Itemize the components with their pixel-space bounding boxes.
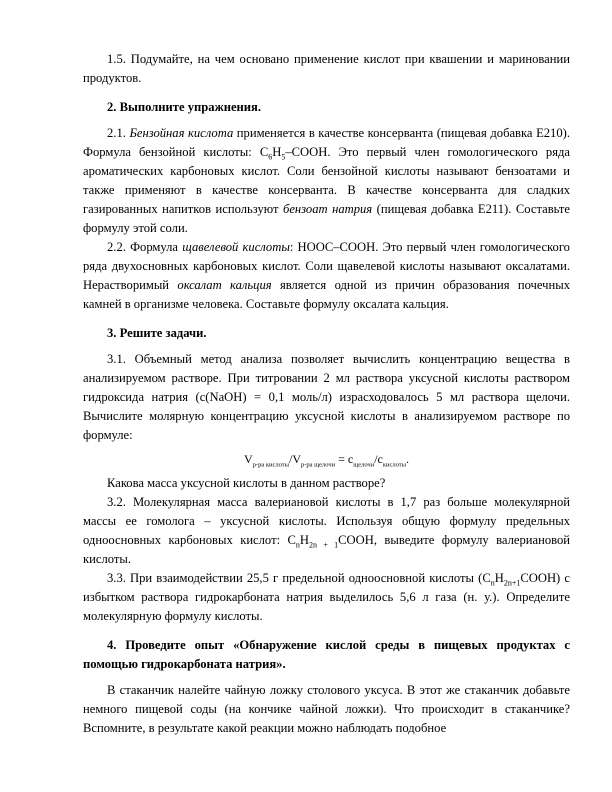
task-3-3-text: COOH) с избытком раствора гидрокарбоната натрия выделилось 5,6 л газа (н. у.). Определите молекулярную формулу кислоты. <box>83 571 570 623</box>
exercise-2-2-number: 2.2. <box>107 240 126 254</box>
task-3-3-text: H <box>494 571 504 585</box>
oxalic-acid-term: щавелевой кислоты <box>182 240 290 254</box>
exercise-2-2-text: : HOOC–COOH. Это первый член гомологического ряда двухосновных карбоновых кислот. Соли щавелевой кислоты называют оксалатами. Нерастворимый <box>83 240 570 292</box>
subscript: 5 <box>281 152 286 162</box>
section-1-5: 1.5. Подумайте, на чем основано применение кислот при квашении и мариновании продуктов. <box>83 52 570 85</box>
task-3-1: 3.1. Объемный метод анализа позволяет вычислить концентрацию вещества в анализируемом растворе. При титровании 2 мл раствора уксусной кислоты раствором гидроксида натрия (c(NaOH) = 0,1 моль/л) израсходовалось 5 мл раствора щелочи. Вычислите молярную концентрацию уксусной кислоты в анализируемом растворе по формуле: <box>83 352 570 442</box>
subscript: n <box>490 578 495 588</box>
exercise-2-2-text: является одной из причин образования почечных камней в организме человека. Составьте формулу оксалата кальция. <box>83 278 570 311</box>
heading-tasks: 3. Решите задачи. <box>107 326 207 340</box>
calcium-oxalate-term: оксалат кальция <box>177 278 272 292</box>
exercise-2-2-text: Формула <box>125 240 183 254</box>
exercise-2-1-text: –COOH. Это первый член гомологического ряда ароматических карбоновых кислот. Соли бензойной кислоты называют бензоатами и также применяют в качестве консерванта. В качестве консерванта для сладких газированных напитков используют <box>83 145 570 216</box>
subscript: 2n + 1 <box>309 540 339 550</box>
subscript: щелочи <box>353 461 375 469</box>
subscript: кислоты <box>382 461 406 469</box>
titration-formula <box>83 450 570 469</box>
subscript: 6 <box>268 152 273 162</box>
document-content <box>83 50 570 738</box>
exercise-2-2 <box>83 238 570 314</box>
formula-part: . <box>406 452 409 466</box>
task-3-2-text: H <box>299 533 310 547</box>
subscript: 2n+1 <box>503 578 521 588</box>
task-3-2 <box>83 493 570 569</box>
benzoic-acid-term: Бензойная кислота <box>129 126 234 140</box>
exercise-2-1-text: H <box>272 145 282 159</box>
task-3-2-text: 3.2. Молекулярная масса валериановой кислоты в 1,7 раз больше молекулярной массы ее гомолога – уксусной кислоты. Используя общую формулу предельных одноосновных карбоновых кислот: C <box>83 495 570 547</box>
heading-experiment: 4. Проведите опыт «Обнаружение кислой среды в пищевых продуктах с помощью гидрокарбоната натрия». <box>83 638 570 671</box>
formula-part: /V <box>288 452 301 466</box>
exercise-2-1-text: (пищевая добавка Е211). Составьте формулу этой соли. <box>83 202 571 235</box>
task-3-3 <box>83 569 570 626</box>
experiment-text: В стаканчик налейте чайную ложку столового уксуса. В этот же стаканчик добавьте немного пищевой соды (на кончике чайной ложки). Что происходит в стаканчике? Вспомните, в результате какой реакции можно наблюдать подобное <box>83 683 570 735</box>
formula-part: = c <box>335 452 354 466</box>
task-3-3-text: 3.3. При взаимодействии 25,5 г предельной одноосновной кислоты (C <box>107 571 491 585</box>
formula-part: /c <box>374 452 383 466</box>
formula-part: V <box>244 452 253 466</box>
exercise-2-1 <box>83 124 570 238</box>
heading-exercises: 2. Выполните упражнения. <box>107 100 262 114</box>
exercise-2-1-number: 2.1. <box>107 126 126 140</box>
exercise-2-1-text: применяется в качестве консерванта (пищевая добавка Е210). Формула бензойной кислоты: C <box>83 126 570 159</box>
subscript: р-ра щелочи <box>300 461 336 469</box>
task-3-2-text: COOH, выведите формулу валериановой кислоты. <box>83 533 571 566</box>
subscript: n <box>295 540 300 550</box>
task-3-1-question: Какова масса уксусной кислоты в данном растворе? <box>107 476 386 490</box>
subscript: р-ра кислоты <box>252 461 289 469</box>
sodium-benzoate-term: бензоат натрия <box>282 202 373 216</box>
